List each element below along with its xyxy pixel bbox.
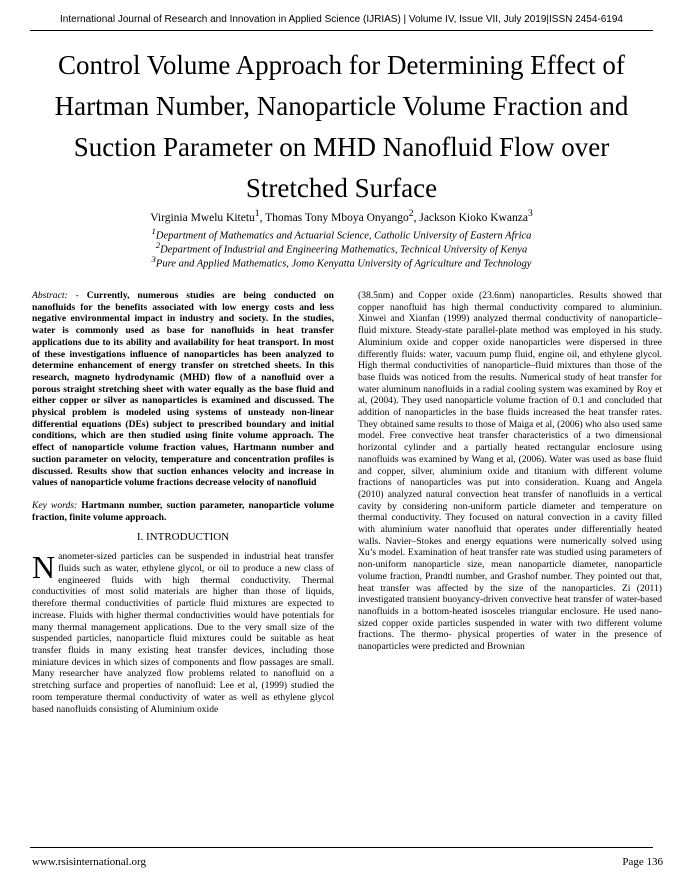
left-column [32,290,334,715]
footer-website: www.rsisinternational.org [32,856,146,868]
footer-rule [30,847,653,848]
author-name: Jackson Kioko Kwanza [419,211,528,224]
drop-cap: N [32,549,56,586]
intro-text: anometer-sized particles can be suspended in industrial heat transfer fluids such as water, ethylene glycol, or oil to produce a new class of engineered fluids with high thermal conductivity. Thermal conductivities of most solid materials are higher than those of liquids, therefore thermal conductivities of particle fluid mixtures are expected to increase. Fluids with higher thermal conductivities would have potentials for many thermal management applications. Due to the very small size of the suspended particles, nanoparticle fluid mixtures could be suitable as heat transfer fluids in many existing heat transfer devices, including those miniature devices in which sizes of components and flow passages are small. Many researcher have analyzed flow problems related to nanofluid on a stretching surface and properties of nanofluid: Lee et al, (1999) studied the room temperature thermal conductivity of water as well as ethylene glycol based nanofluids consisting of Aluminium oxide [32,551,334,715]
abstract [32,290,334,489]
running-head: International Journal of Research and Innovation in Applied Science (IJRIAS) | Volume IV, Issue VII, July 2019|ISSN 2454-6194 [60,14,623,25]
abstract-text: Currently, numerous studies are being conducted on nanofluids for the benefits associated with low energy costs and less negative environmental impact in industry and society. In the studies, water is commonly used as base for nanofluids in heat transfer applications due to its ability and availability for heat transport. In most of these investigations influence of nanoparticles has been analyzed to determine enhancement of energy transfer on stretched sheets. In this research, magneto hydrodynamic (MHD) flow of a nanofluid over a porous straight stretching sheet with water equally as the base fluid and either copper or silver as nanoparticles is examined and discussed. The physical problem is modeled using systems of unsteady non-linear differential equations (DEs) subject to prescribed boundary and initial conditions, which are then studied using finite volume approach. The effect of nanoparticle volume fraction values, Hartmann number and suction parameter on velocity, temperature and concentration profiles is discussed. Results show that suction enhances velocity and increase in values of nanoparticle volume fractions decrease velocity of nanofluid [32,290,334,489]
author-name: Thomas Tony Mboya Onyango [265,211,409,224]
right-column-paragraph: (38.5nm) and Copper oxide (23.6nm) nanoparticles. Results showed that copper nanofluid has high thermal conductivity compared to aluminiun. Xinwei and Xianfan (1999) analyzed thermal conductivity of nanoparticle–fluid mixture. Steady-state parallel-plate method was employed in his study. Aluminium oxide and copper oxide nanoparticles were dispersed in three differently fluids: water, vacuum pump fluid, engine oil, and ethylene glycol. High thermal conductivities of nanoparticle–fluid mixtures than those of the base fluids was noticed from the results. Numerical study of heat transfer for water aluminum nanofluids in a radial cooling system was examined by Roy et al, (2004). They used nanoparticle volume fraction of 0.1 and concluded that addition of nanoparticles in the base fluids increased the heat transfer rates. They obtained same results to those of Maiga et al, (2006) who also used same model. Free convective heat transfer characteristics of a two dimensional horizontal cylinder and a partially heated rectangular enclosure using nanofluids was examined by Wang et al, (2006). Water was used as base fluid and copper, silver, aluminium oxide and titanium with different volume fractions of nanoparticles was put into consideration. Kuang and Angela (2010) analyzed natural convection heat transfer of nanofluids in a vertical cavity by considering non-uniform particle diameter and temperature on thermal conductivity. They focused on natural convection in a cavity filled with aluminium water nanofluid that operates under differentially heated walls. Navier–Stokes and energy equations were numerically solved using Xu’s model. Examination of heat transfer rate was studied using parameters of non-uniform nanoparticle size, mean nanoparticle diameter, nanoparticle volume fraction, Prandtl number, and Grashof number. They pointed out that, heat transfer was affected by the size of the nanoparticles. Zi (2011) investigated transient buoyancy-driven convective heat transfer of water-based nanofluids in a bottom-heated isosceles triangular enclosure. He used nano-sized copper oxide particles suspended in water with two different volume fractions. The thermo- physical properties of water in the presence of nanoparticles were predicted and Brownian [358,290,662,653]
intro-paragraph [32,551,334,715]
affiliation-1: $^1$Department of Mathematics and Actuarial Science, Catholic University of Eastern Africa [151,226,532,242]
section-heading-introduction: I. INTRODUCTION [136,531,230,544]
keywords-label: Key words: [32,499,78,511]
affiliation-2: $^2$Department of Industrial and Engineering Mathematics, Technical University of Kenya [155,240,528,256]
keywords-text: Hartmann number, suction parameter, nanoparticle volume fraction, finite volume approach. [32,499,334,523]
header-rule [30,30,653,31]
author-sup: 3 [527,208,533,219]
author-sup: 2 [408,208,414,219]
author-name: Virginia Mwelu Kitetu [150,211,255,224]
author-list: Virginia Mwelu Kitetu$^1$, Thomas Tony Mboya Onyango$^2$, Jackson Kioko Kwanza$^3$ [150,208,533,224]
right-column [358,290,662,653]
keywords [32,500,334,523]
footer-page-number: Page 136 [622,856,663,868]
affiliation-3: $^3$Pure and Applied Mathematics, Jomo Kenyatta University of Agriculture and Technology [151,254,532,270]
paper-title: Control Volume Approach for Determining Effect of Hartman Number, Nanoparticle Volume Fraction and Suction Parameter on MHD Nanofluid Flow over Stretched Surface [54,50,629,203]
author-sup: 1 [254,208,260,219]
abstract-label: Abstract: - [32,290,79,301]
